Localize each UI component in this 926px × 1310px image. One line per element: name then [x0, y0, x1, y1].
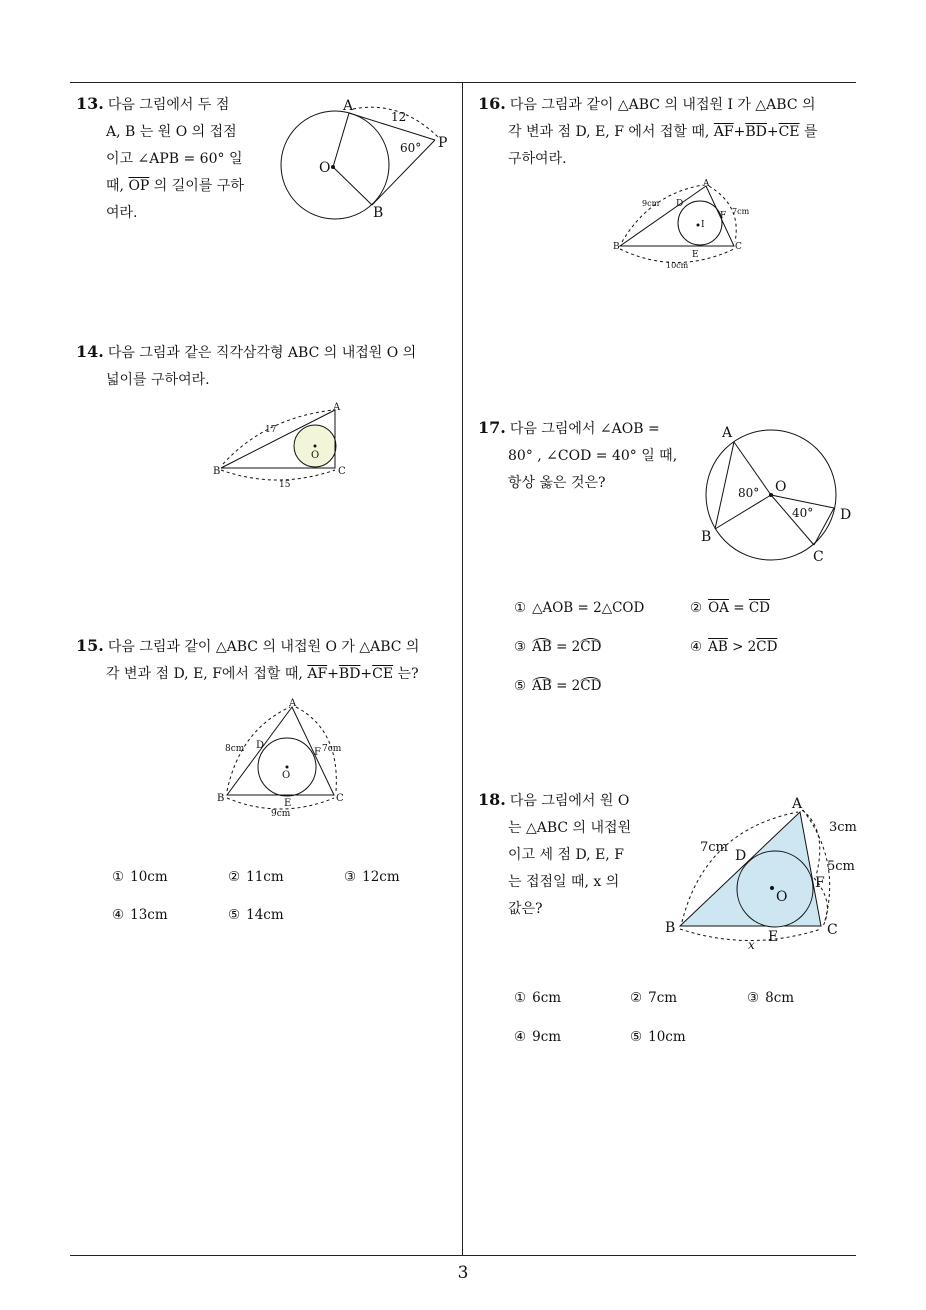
label-bottom: 10cm: [666, 261, 689, 270]
choice-18-4[interactable]: ④ 9cm: [514, 1029, 562, 1045]
label-length: 12: [391, 110, 407, 124]
problem-16-text: 16. 다음 그림과 같이 △ABC 의 내접원 I 가 △ABC 의 각 변과 점 D, E, F 에서 접할 때, $\overline{AF}+\overline{BD}+\overline{CE}$ 를 구하여라.: [478, 94, 818, 167]
choice-18-5[interactable]: ⑤ 10cm: [630, 1029, 686, 1045]
label-b: B: [613, 242, 620, 252]
problem-number: 15.: [76, 636, 104, 655]
label-a: A: [343, 98, 354, 114]
label-x: x: [748, 938, 755, 952]
label-e: E: [692, 250, 699, 260]
label-c: C: [735, 242, 742, 252]
label-c: C: [827, 922, 838, 938]
problem-14-text: 14. 다음 그림과 같은 직각삼각형 ABC 의 내접원 O 의 넓이를 구하여라.: [76, 342, 417, 388]
top-rule: [70, 82, 856, 83]
base-arc: [221, 470, 335, 480]
label-o: O: [775, 479, 787, 495]
label-i: I: [701, 220, 705, 230]
label-d: D: [676, 199, 684, 209]
center-point: [769, 493, 773, 497]
choice-15-5[interactable]: ⑤ 14cm: [228, 907, 284, 923]
label-bd: 7cm: [700, 840, 728, 855]
label-o: O: [282, 770, 291, 781]
label-c: C: [336, 793, 344, 804]
label-b: B: [213, 466, 221, 477]
circle-o: [281, 111, 389, 219]
problem-17-text: 17. 다음 그림에서 ∠AOB = 80° , ∠COD = 40° 일 때, 항상 옳은 것은?: [478, 418, 678, 491]
choice-17-2[interactable]: ② $\overline{OA} = \overline{CD}$: [690, 600, 770, 616]
label-o: O: [311, 450, 320, 461]
label-b: B: [373, 205, 384, 221]
problem-17-figure: [696, 420, 866, 568]
radius-oa: [333, 113, 349, 167]
label-c: C: [338, 466, 346, 477]
choice-15-2[interactable]: ② 11cm: [228, 869, 284, 885]
problem-15: [76, 632, 460, 688]
label-c: C: [813, 549, 824, 565]
label-angle-40: 40°: [792, 506, 814, 520]
problem-14: [76, 338, 456, 394]
label-a: A: [333, 402, 341, 413]
incircle: [737, 851, 813, 927]
choice-15-3[interactable]: ③ 12cm: [344, 869, 400, 885]
radius-ob: [333, 167, 372, 205]
incircle: [678, 201, 722, 245]
label-angle: 60°: [400, 141, 422, 155]
page-number: 3: [457, 1263, 469, 1283]
problem-18: [478, 786, 653, 923]
problem-number: 18.: [478, 790, 506, 809]
problem-15-text: 15. 다음 그림과 같이 △ABC 의 내접원 O 가 △ABC 의 각 변과 점 D, E, F에서 접할 때, $\overline{AF}+\overline{BD}+\overline{CE}$ 는?: [76, 636, 420, 682]
label-d: D: [735, 848, 747, 864]
problem-15-figure: [210, 695, 360, 823]
label-a: A: [703, 179, 710, 189]
label-right: 7cm: [322, 744, 342, 754]
problem-13-figure: [275, 95, 460, 225]
label-a: A: [792, 796, 803, 812]
seg-ob: [715, 495, 771, 529]
label-f: F: [720, 211, 727, 221]
choice-18-2[interactable]: ② 7cm: [630, 990, 678, 1006]
center-point: [697, 224, 700, 227]
problem-17: [478, 414, 693, 497]
label-f: F: [815, 875, 825, 891]
bottom-arc: [227, 798, 334, 809]
problem-number: 16.: [478, 94, 506, 113]
bottom-rule: [70, 1255, 856, 1256]
label-angle-80: 80°: [738, 486, 760, 500]
seg-cd: [814, 508, 834, 545]
problem-13: [76, 90, 266, 227]
problem-16: [478, 90, 862, 173]
problem-18-figure: [660, 792, 865, 954]
problem-13-text: 13. 다음 그림에서 두 점 A, B 는 원 O 의 접점 이고 ∠APB = 60° 일 때, $\overline{OP}$ 의 길이를 구하 여라.: [76, 94, 244, 221]
label-o: O: [776, 889, 788, 905]
label-d: D: [256, 740, 265, 751]
left-arc: [622, 185, 703, 242]
label-d: D: [840, 507, 852, 523]
label-e: E: [768, 929, 779, 945]
choice-17-1[interactable]: ① △AOB = 2△COD: [514, 600, 645, 616]
label-right: 7cm: [732, 207, 750, 216]
label-left: 9cm: [642, 199, 660, 208]
choice-17-3[interactable]: ③ AB = 2CD: [514, 639, 602, 655]
label-bottom: 9cm: [271, 809, 291, 819]
label-fc: 5cm: [827, 859, 855, 874]
center-point: [331, 165, 335, 169]
label-ab3: 3cm: [829, 820, 857, 835]
problem-number: 14.: [76, 342, 104, 361]
problem-18-text: 18. 다음 그림에서 원 O 는 △ABC 의 내접원 이고 세 점 D, E, F 는 접점일 때, x 의 값은?: [478, 790, 632, 917]
problem-16-figure: [610, 176, 760, 276]
label-ab: 17: [265, 425, 277, 435]
choice-15-4[interactable]: ④ 13cm: [112, 907, 168, 923]
center-point: [314, 445, 317, 448]
center-point: [286, 766, 289, 769]
choice-18-3[interactable]: ③ 8cm: [747, 990, 795, 1006]
problem-number: 13.: [76, 94, 104, 113]
label-b: B: [217, 793, 225, 804]
label-bc: 15: [279, 480, 291, 490]
label-a: A: [722, 425, 733, 441]
label-left: 8cm: [225, 744, 245, 754]
center-point: [770, 886, 774, 890]
label-a: A: [289, 698, 297, 709]
choice-18-1[interactable]: ① 6cm: [514, 990, 562, 1006]
label-e: E: [284, 798, 292, 809]
label-f: F: [314, 747, 321, 758]
label-b: B: [701, 529, 712, 545]
label-b: B: [665, 920, 676, 936]
choice-15-1[interactable]: ① 10cm: [112, 869, 168, 885]
choice-17-5[interactable]: ⑤ AB = 2CD: [514, 678, 602, 694]
label-o: O: [319, 160, 331, 176]
problem-number: 17.: [478, 418, 506, 437]
choice-17-4[interactable]: ④ $\overline{AB} > 2\overline{CD}$: [690, 639, 778, 655]
label-p: P: [438, 135, 448, 151]
problem-14-figure: [205, 398, 355, 493]
seg-ab: [715, 442, 734, 529]
column-divider: [462, 82, 463, 1256]
